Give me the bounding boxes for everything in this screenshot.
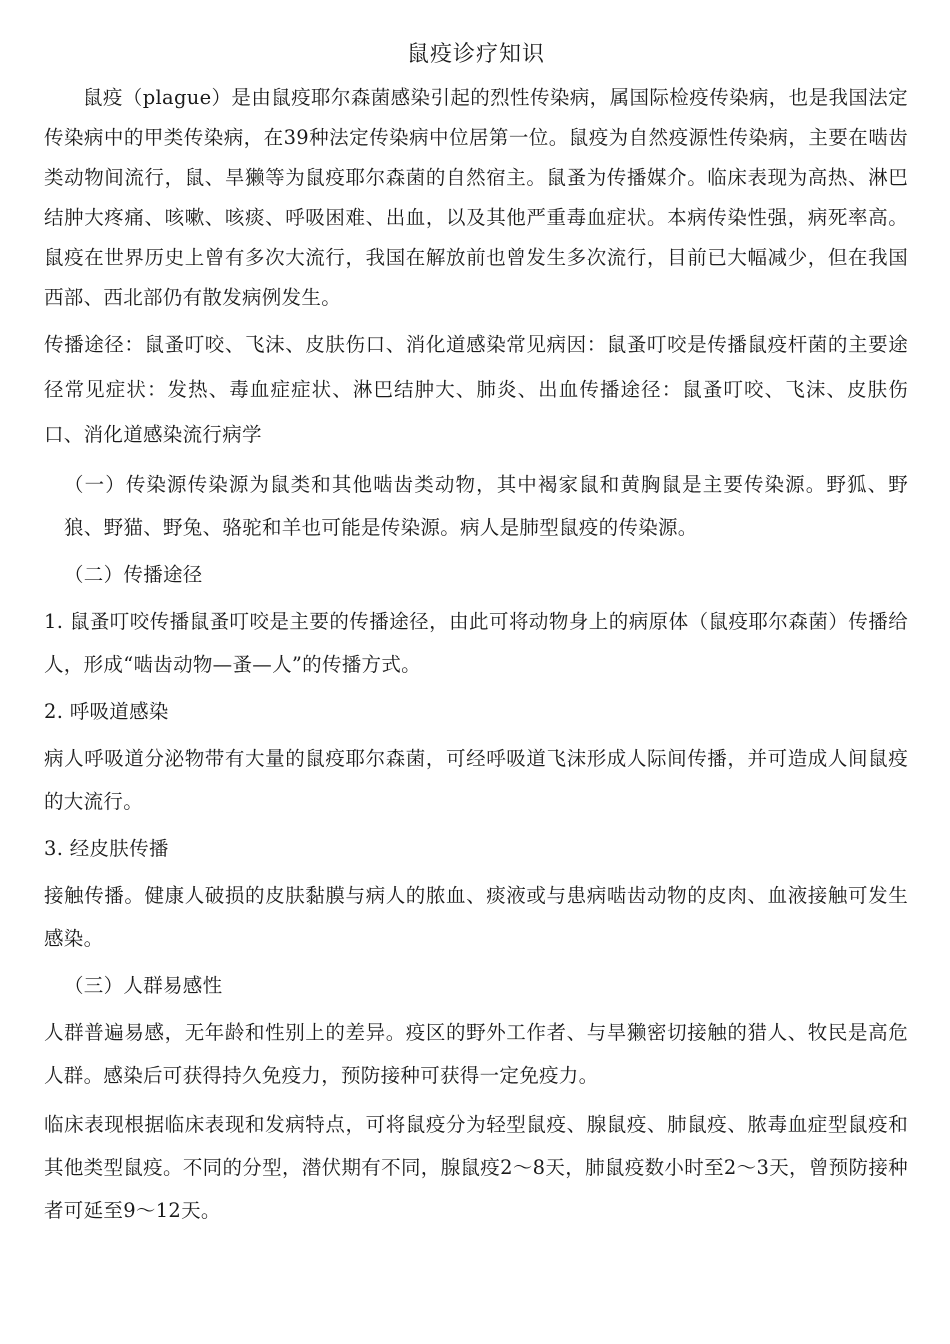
item-1-flea-bite: 1. 鼠蚤叮咬传播鼠蚤叮咬是主要的传播途径，由此可将动物身上的病原体（鼠疫耶尔森菌）传播给人，形成“啮齿动物—蚤—人”的传播方式。: [44, 610, 908, 676]
page-title: 鼠疫诊疗知识: [406, 42, 545, 67]
item-3-text: 接触传播。健康人破损的皮肤黏膜与病人的脓血、痰液或与患病啮齿动物的皮肉、血液接触可发生感染。: [44, 884, 908, 950]
item-3-heading: 3. 经皮肤传播: [44, 837, 169, 860]
section-2-heading: （二）传播途径: [64, 563, 203, 586]
section-1-infection-source: （一）传染源传染源为鼠类和其他啮齿类动物，其中褐家鼠和黄胸鼠是主要传染源。野狐、野狼、野猫、野兔、骆驼和羊也可能是传染源。病人是肺型鼠疫的传染源。: [64, 473, 908, 539]
item-2-heading: 2. 呼吸道感染: [44, 700, 169, 723]
section-3-heading: （三）人群易感性: [64, 974, 223, 997]
section-3-text: 人群普遍易感，无年龄和性别上的差异。疫区的野外工作者、与旱獭密切接触的猎人、牧民是高危人群。感染后可获得持久免疫力，预防接种可获得一定免疫力。: [44, 1021, 908, 1087]
item-2-text: 病人呼吸道分泌物带有大量的鼠疫耶尔森菌，可经呼吸道飞沫形成人际间传播，并可造成人间鼠疫的大流行。: [44, 747, 908, 813]
clinical-paragraph: 临床表现根据临床表现和发病特点，可将鼠疫分为轻型鼠疫、腺鼠疫、肺鼠疫、脓毒血症型鼠疫和其他类型鼠疫。不同的分型，潜伏期有不同，腺鼠疫2～8天，肺鼠疫数小时至2～3天，曾预防接种者可延至9～12天。: [44, 1113, 908, 1222]
intro-paragraph: 鼠疫（plague）是由鼠疫耶尔森菌感染引起的烈性传染病，属国际检疫传染病，也是我国法定传染病中的甲类传染病，在39种法定传染病中位居第一位。鼠疫为自然疫源性传染病，主要在啮齿类动物间流行，鼠、旱獭等为鼠疫耶尔森菌的自然宿主。鼠蚤为传播媒介。临床表现为高热、淋巴结肿大疼痛、咳嗽、咳痰、呼吸困难、出血，以及其他严重毒血症状。本病传染性强，病死率高。鼠疫在世界历史上曾有多次大流行，我国在解放前也曾发生多次流行，目前已大幅减少，但在我国西部、西北部仍有散发病例发生。: [44, 86, 908, 309]
document-page: [44, 40, 908, 1232]
transmission-summary-paragraph: 传播途径：鼠蚤叮咬、飞沫、皮肤伤口、消化道感染常见病因：鼠蚤叮咬是传播鼠疫杆菌的主要途径常见症状：发热、毒血症症状、淋巴结肿大、肺炎、出血传播途径：鼠蚤叮咬、飞沫、皮肤伤口、消化道感染流行病学: [44, 333, 908, 446]
